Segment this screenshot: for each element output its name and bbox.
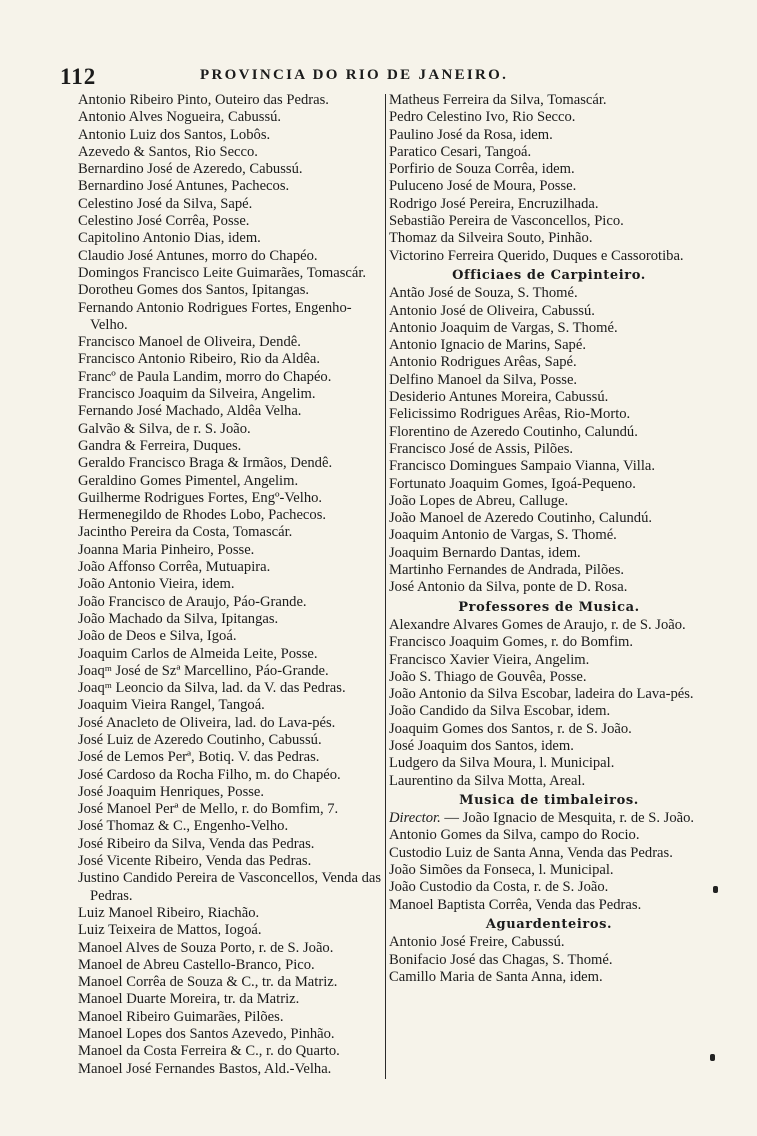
directory-entry: Antão José de Souza, S. Thomé.: [389, 285, 578, 302]
directory-entry: Francisco Domingues Sampaio Vianna, Villa.: [389, 458, 656, 475]
directory-entry: Celestino José Corrêa, Posse.: [78, 213, 250, 230]
directory-entry: João Manoel de Azeredo Coutinho, Calundú.: [389, 510, 653, 527]
directory-entry: José Anacleto de Oliveira, lad. do Lava-pés.: [78, 714, 336, 731]
ink-speck: [713, 886, 718, 893]
directory-entry: Manoel Baptista Corrêa, Venda das Pedras.: [389, 896, 642, 913]
directory-entry: José Vicente Ribeiro, Venda das Pedras.: [78, 853, 312, 870]
directory-entry: Hermenegildo de Rhodes Lobo, Pachecos.: [78, 507, 327, 524]
directory-entry: Domingos Francisco Leite Guimarães, Tomascár.: [78, 264, 367, 281]
directory-entry: Felicissimo Rodrigues Arêas, Rio-Morto.: [389, 406, 631, 423]
directory-entry: Luiz Manoel Ribeiro, Riachão.: [78, 904, 260, 921]
directory-entry: Dorotheu Gomes dos Santos, Ipitangas.: [78, 282, 310, 299]
directory-entry: Francº de Paula Landim, morro do Chapéo.: [78, 368, 332, 385]
directory-entry: José Cardoso da Rocha Filho, m. do Chapéo.: [78, 766, 341, 783]
directory-entry: Puluceno José de Moura, Posse.: [389, 178, 577, 195]
directory-entry: Matheus Ferreira da Silva, Tomascár.: [389, 92, 607, 108]
directory-entry: Alexandre Alvares Gomes de Araujo, r. de S. João.: [389, 616, 686, 633]
directory-entry: Bernardino José de Azeredo, Cabussú.: [78, 161, 303, 178]
directory-entry: Antonio Ribeiro Pinto, Outeiro das Pedras.: [78, 92, 329, 108]
left-column: [78, 92, 385, 1092]
directory-entry: Gandra & Ferreira, Duques.: [78, 437, 242, 454]
directory-entry: Joaqᵐ Leoncio da Silva, lad. da V. das Pedras.: [78, 680, 346, 697]
directory-entry: Antonio Luiz dos Santos, Lobôs.: [78, 126, 271, 143]
directory-entry: Bernardino José Antunes, Pachecos.: [78, 178, 290, 195]
directory-entry: Antonio Alves Nogueira, Cabussú.: [78, 109, 282, 126]
directory-entry: Florentino de Azeredo Coutinho, Calundú.: [389, 423, 638, 440]
directory-entry: Custodio Luiz de Santa Anna, Venda das Pedras.: [389, 844, 673, 861]
directory-entry: Fernando Antonio Rodrigues Fortes, Engenho-Velho.: [78, 299, 352, 333]
directory-entry: Antonio Ignacio de Marins, Sapé.: [389, 337, 586, 354]
directory-entry: José Joaquim Henriques, Posse.: [78, 783, 265, 800]
director-label: Director.: [389, 810, 441, 827]
directory-entry: José de Lemos Perª, Botiq. V. das Pedras.: [78, 749, 320, 766]
directory-entry: João Antonio da Silva Escobar, ladeira do Lava-pés.: [389, 686, 694, 703]
directory-entry: Laurentino da Silva Motta, Areal.: [389, 772, 586, 789]
directory-entry: Manoel Ribeiro Guimarães, Pilões.: [78, 1008, 284, 1025]
directory-entry: João Custodio da Costa, r. de S. João.: [389, 879, 609, 896]
directory-entry: Antonio José Freire, Cabussú.: [389, 934, 565, 951]
directory-entry: José Luiz de Azeredo Coutinho, Cabussú.: [78, 731, 322, 748]
directory-entry: Joaquim Carlos de Almeida Leite, Posse.: [78, 645, 318, 662]
page-number: 112: [60, 64, 97, 89]
directory-entry: João Affonso Corrêa, Mutuapira.: [78, 559, 271, 576]
directory-entry: Joaquim Gomes dos Santos, r. de S. João.: [389, 720, 632, 737]
directory-entry: Francisco Joaquim Gomes, r. do Bomfim.: [389, 634, 634, 651]
directory-entry: Ludgero da Silva Moura, l. Municipal.: [389, 755, 615, 772]
directory-entry: Antonio Joaquim de Vargas, S. Thomé.: [389, 319, 618, 336]
right-entries-top: [389, 92, 709, 265]
directory-entry: João Francisco de Araujo, Páo-Grande.: [78, 593, 307, 610]
directory-entry: Joaquim Bernardo Dantas, idem.: [389, 544, 581, 561]
directory-entry: Martinho Fernandes de Andrada, Pilões.: [389, 562, 625, 579]
directory-entry: Claudio José Antunes, morro do Chapéo.: [78, 247, 318, 264]
directory-entry: Camillo Maria de Santa Anna, idem.: [389, 968, 603, 985]
directory-entry: Francisco Antonio Ribeiro, Rio da Aldêa.: [78, 351, 320, 368]
directory-entry: Guilherme Rodrigues Fortes, Engº-Velho.: [78, 489, 323, 506]
directory-entry: Antonio Rodrigues Arêas, Sapé.: [389, 354, 577, 371]
directory-entry: Celestino José da Silva, Sapé.: [78, 195, 253, 212]
directory-entry: Francisco Manoel de Oliveira, Dendê.: [78, 334, 301, 351]
directory-entry: Manoel da Costa Ferreira & C., r. do Quarto.: [78, 1043, 340, 1060]
directory-entry: João Lopes de Abreu, Calluge.: [389, 492, 569, 509]
section-heading-aguardenteiros: Aguardenteiros.: [485, 916, 613, 932]
directory-entry: Manoel Corrêa de Souza & C., tr. da Matriz.: [78, 974, 338, 991]
directory-entry: Azevedo & Santos, Rio Secco.: [78, 143, 258, 160]
directory-entry: Justino Candido Pereira de Vasconcellos, Venda das Pedras.: [78, 870, 382, 904]
directory-entry: Antonio José de Oliveira, Cabussú.: [389, 302, 595, 319]
directory-entry: Manoel José Fernandes Bastos, Ald.-Velha.: [78, 1060, 332, 1077]
directory-entry: Paulino José da Rosa, idem.: [389, 126, 553, 143]
directory-entry: Rodrigo José Pereira, Encruzilhada.: [389, 195, 599, 212]
directory-entry: Fortunato Joaquim Gomes, Igoá-Pequeno.: [389, 475, 636, 492]
directory-entry: Delfino Manoel da Silva, Posse.: [389, 371, 578, 388]
right-column: [389, 92, 709, 1092]
column-divider: [385, 94, 386, 1079]
directory-entry: Manoel Alves de Souza Porto, r. de S. João.: [78, 939, 334, 956]
directory-entry: Victorino Ferreira Querido, Duques e Cassorotiba.: [389, 247, 684, 264]
directory-entry: Pedro Celestino Ivo, Rio Secco.: [389, 109, 576, 126]
ink-speck: [710, 1054, 715, 1061]
directory-entry: José Joaquim dos Santos, idem.: [389, 737, 574, 754]
directory-entry: Thomaz da Silveira Souto, Pinhão.: [389, 230, 593, 247]
directory-entry: Antonio Gomes da Silva, campo do Rocio.: [389, 827, 640, 844]
directory-entry: Manoel Lopes dos Santos Azevedo, Pinhão.: [78, 1026, 335, 1043]
directory-entry: Manoel Duarte Moreira, tr. da Matriz.: [78, 991, 300, 1008]
directory-entry: João S. Thiago de Gouvêa, Posse.: [389, 668, 587, 685]
directory-entry: Manoel de Abreu Castello-Branco, Pico.: [78, 956, 315, 973]
directory-entry: João de Deos e Silva, Igoá.: [78, 628, 237, 645]
directory-entry: José Thomaz & C., Engenho-Velho.: [78, 818, 289, 835]
carpinteiro-list: [389, 285, 709, 596]
directory-entry: Desiderio Antunes Moreira, Cabussú.: [389, 389, 609, 406]
directory-entry: Francisco José de Assis, Pilões.: [389, 440, 574, 457]
directory-entry: Joanna Maria Pinheiro, Posse.: [78, 541, 255, 558]
directory-entry: Luiz Teixeira de Mattos, Iogoá.: [78, 922, 262, 939]
directory-entry: João Machado da Silva, Ipitangas.: [78, 610, 279, 627]
directory-entry: Joaquim Antonio de Vargas, S. Thomé.: [389, 527, 617, 544]
directory-entry: Francisco Joaquim da Silveira, Angelim.: [78, 386, 316, 403]
directory-entry: Joaquim Vieira Rangel, Tangoá.: [78, 697, 265, 714]
directory-entry: João Antonio Vieira, idem.: [78, 576, 235, 593]
directory-entry: Capitolino Antonio Dias, idem.: [78, 230, 261, 247]
directory-entry: Jacintho Pereira da Costa, Tomascár.: [78, 524, 293, 541]
running-title: PROVINCIA DO RIO DE JANEIRO.: [200, 67, 509, 83]
directory-entry: José Manoel Perª de Mello, r. do Bomfim, 7.: [78, 801, 339, 818]
directory-entry: Francisco Xavier Vieira, Angelim.: [389, 651, 590, 668]
directory-entry: Sebastião Pereira de Vasconcellos, Pico.: [389, 213, 624, 230]
director-entry: [389, 810, 709, 827]
directory-entry: Geraldo Francisco Braga & Irmãos, Dendê.: [78, 455, 333, 472]
directory-entry: Bonifacio José das Chagas, S. Thomé.: [389, 951, 613, 968]
director-text: — João Ignacio de Mesquita, r. de S. João.: [440, 810, 695, 827]
page-header: [60, 64, 660, 88]
timbaleiros-list: [389, 827, 709, 913]
directory-entry: José Antonio da Silva, ponte de D. Rosa.: [389, 579, 628, 596]
directory-entry: Geraldino Gomes Pimentel, Angelim.: [78, 472, 299, 489]
directory-entry: João Simões da Fonseca, l. Municipal.: [389, 862, 614, 879]
musica-list: [389, 617, 709, 790]
section-heading-timbaleiros: Musica de timbaleiros.: [459, 792, 639, 808]
directory-entry: Fernando José Machado, Aldêa Velha.: [78, 403, 302, 420]
directory-entry: Galvão & Silva, de r. S. João.: [78, 420, 251, 437]
directory-entry: Paratico Cesari, Tangoá.: [389, 143, 532, 160]
directory-entry: João Candido da Silva Escobar, idem.: [389, 703, 611, 720]
section-heading-carpinteiro: Officiaes de Carpinteiro.: [452, 267, 646, 283]
aguardenteiros-list: [389, 934, 709, 986]
directory-entry: Joaqᵐ José de Szª Marcellino, Páo-Grande.: [78, 662, 329, 679]
directory-entry: José Ribeiro da Silva, Venda das Pedras.: [78, 835, 315, 852]
section-heading-musica: Professores de Musica.: [458, 599, 640, 615]
directory-entry: Porfirio de Souza Corrêa, idem.: [389, 161, 575, 178]
